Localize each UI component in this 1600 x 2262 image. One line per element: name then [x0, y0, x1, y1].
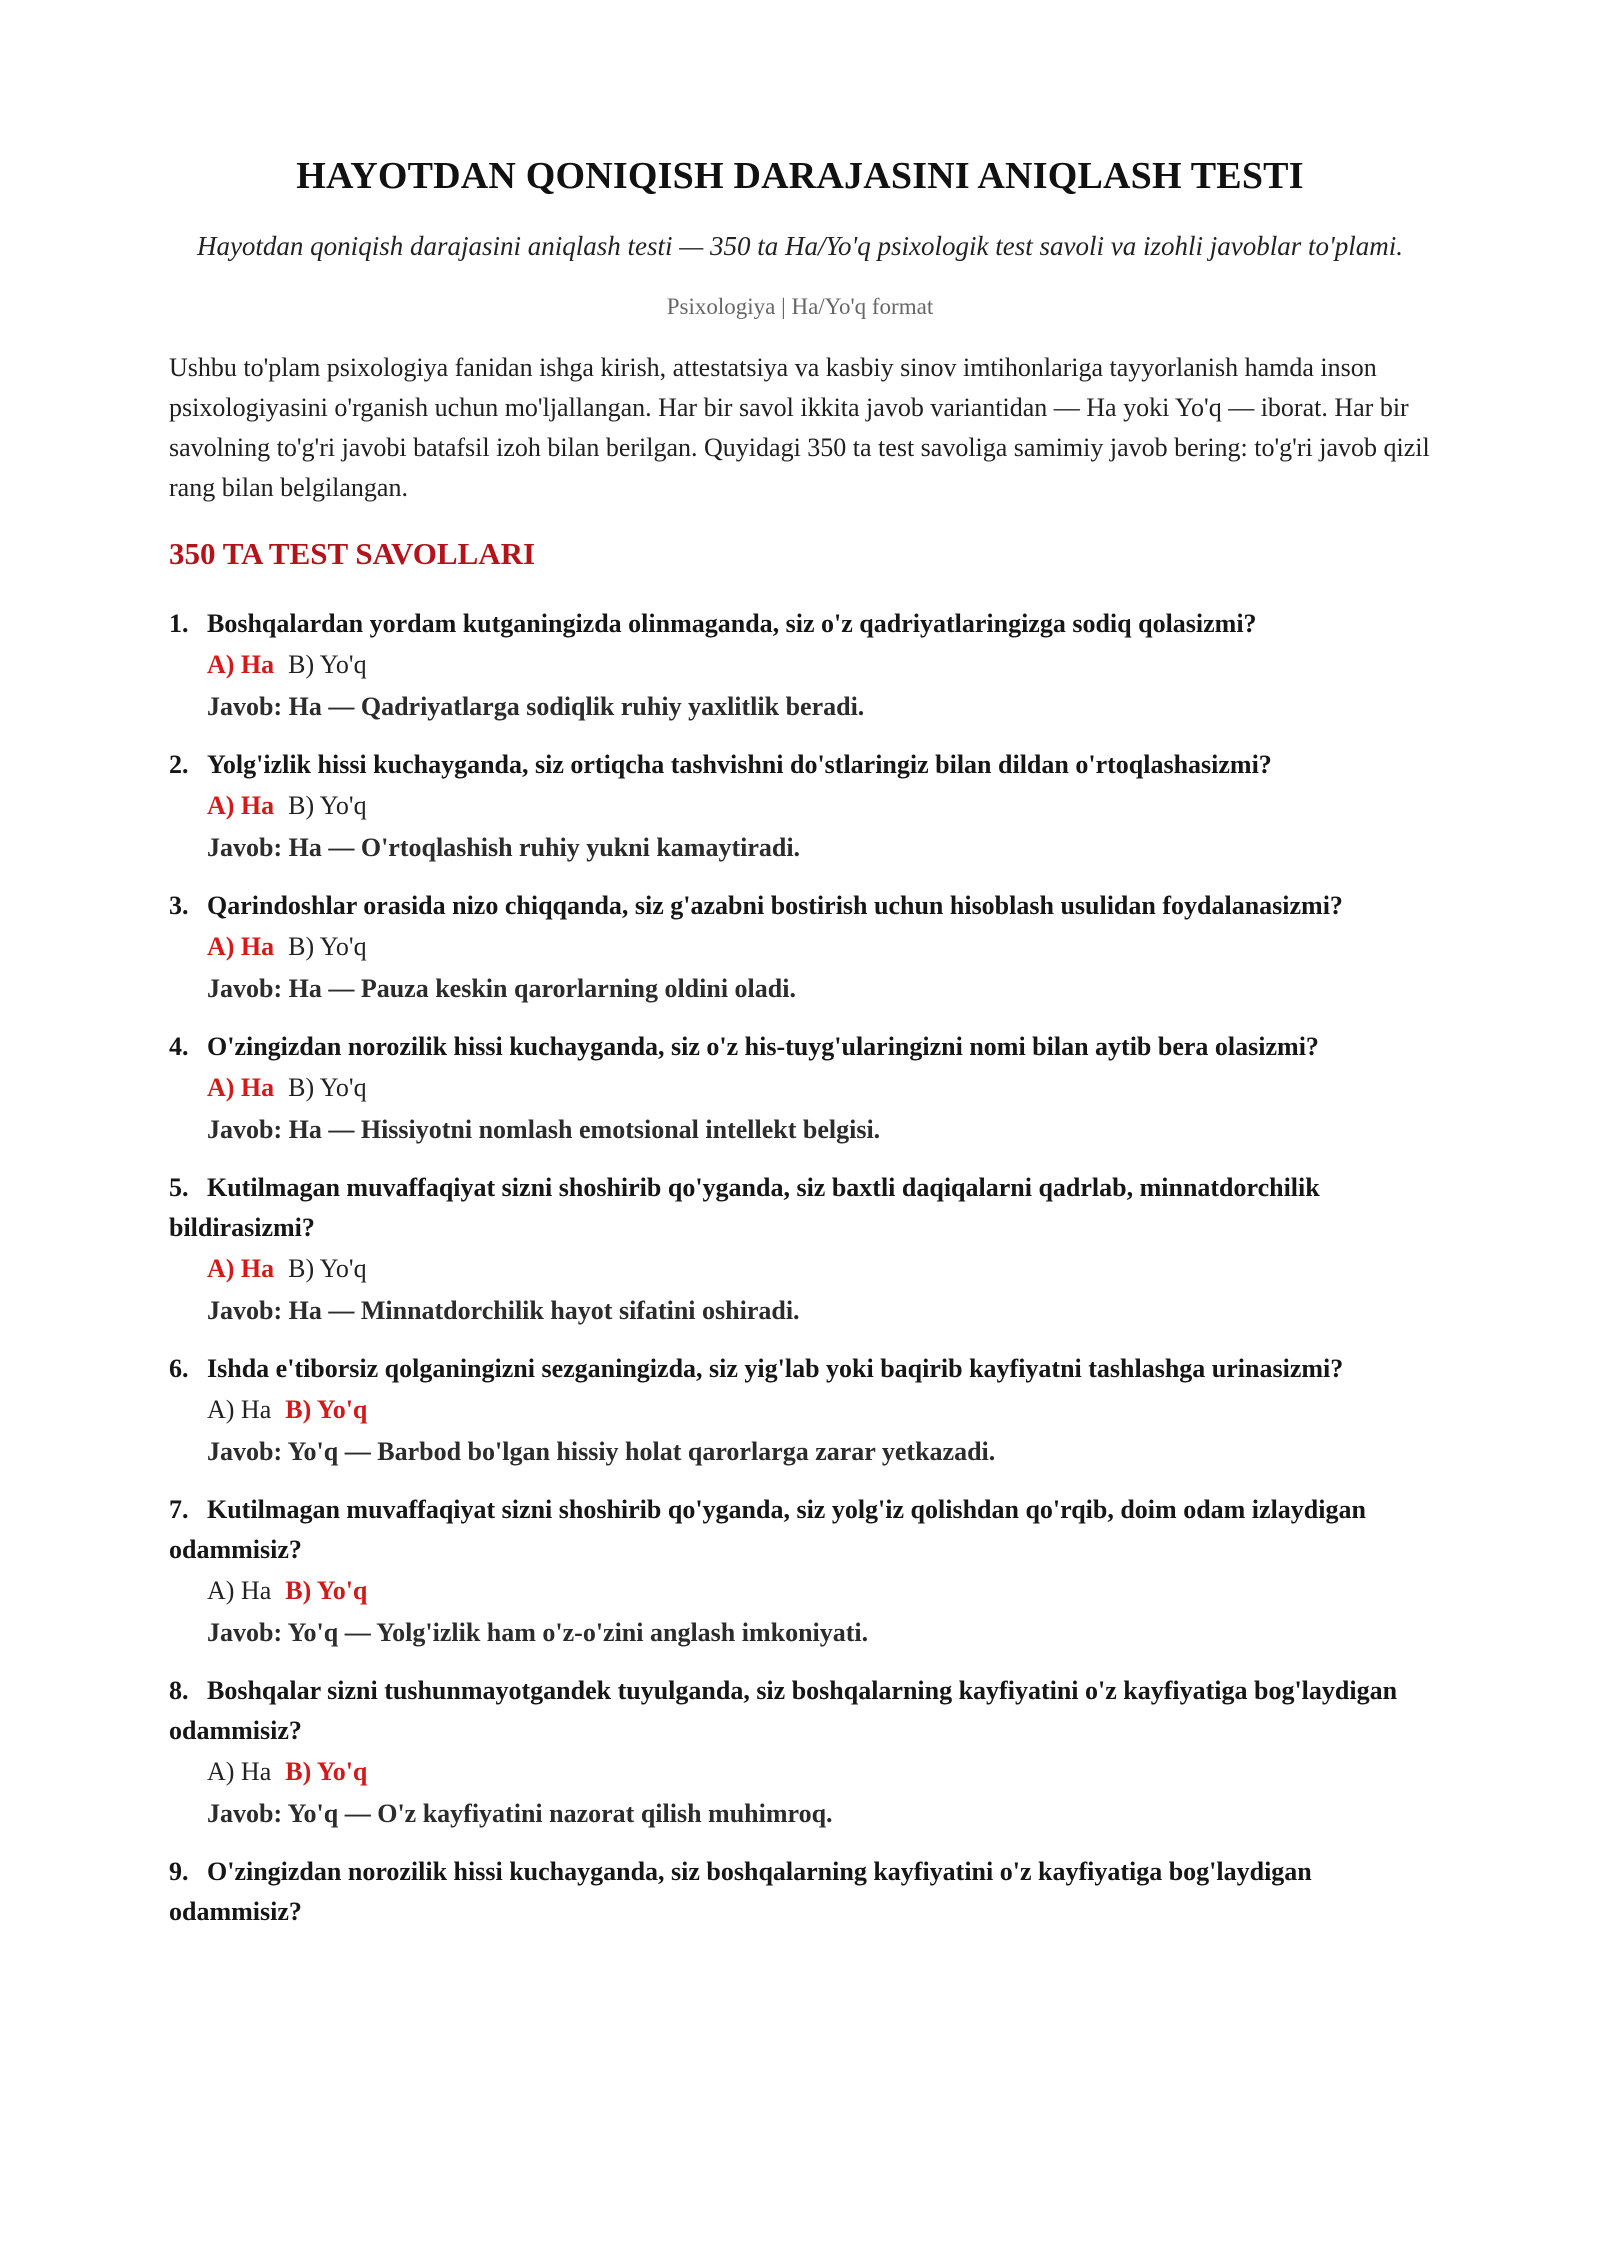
- question-item: [169, 1349, 1431, 1473]
- option-b: B) Yo'q: [285, 1757, 368, 1786]
- question-label: Qarindoshlar orasida nizo chiqqanda, siz g'azabni bostirish uchun hisoblash usulidan foydalanasizmi?: [207, 891, 1343, 920]
- question-label: Boshqalar sizni tushunmayotgandek tuyulganda, siz boshqalarning kayfiyatini o'z kayfiyatiga bog'laydigan odammisiz?: [169, 1676, 1398, 1745]
- intro-paragraph: Ushbu to'plam psixologiya fanidan ishga kirish, attestatsiya va kasbiy sinov imtihonlariga tayyorlanish hamda inson psixologiyasini o'rganish uchun mo'ljallangan. Har bir savol ikkita javob variantidan — Ha yoki Yo'q — iborat. Har bir savolning to'g'ri javobi batafsil izoh bilan berilgan. Quyidagi 350 ta test savoliga samimiy javob bering: to'g'ri javob qizil rang bilan belgilangan.: [169, 353, 1430, 502]
- option-a: A) Ha: [207, 650, 275, 679]
- question-text: [169, 886, 1431, 926]
- question-text: [169, 1027, 1431, 1067]
- options-row: [169, 1751, 1431, 1793]
- answer-explanation: Javob: Ha — Minnatdorchilik hayot sifatini oshiradi.: [207, 1296, 800, 1325]
- question-label: Kutilmagan muvaffaqiyat sizni shoshirib qo'yganda, siz yolg'iz qolishdan qo'rqib, doim odam izlaydigan odammisiz?: [169, 1495, 1366, 1564]
- question-item: [169, 1490, 1431, 1654]
- question-text: [169, 604, 1431, 644]
- question-number: 3.: [169, 891, 189, 920]
- option-b: B) Yo'q: [285, 1576, 368, 1605]
- question-number: 4.: [169, 1032, 189, 1061]
- question-label: Kutilmagan muvaffaqiyat sizni shoshirib qo'yganda, siz baxtli daqiqalarni qadrlab, minnatdorchilik bildirasizmi?: [169, 1173, 1320, 1242]
- question-number: 9.: [169, 1857, 189, 1886]
- answer-explanation: Javob: Yo'q — Yolg'izlik ham o'z-o'zini anglash imkoniyati.: [207, 1618, 869, 1647]
- options-row: [169, 1570, 1431, 1612]
- question-item: [169, 604, 1431, 728]
- question-label: Boshqalardan yordam kutganingizda olinmaganda, siz o'z qadriyatlaringizga sodiq qolasizmi?: [207, 609, 1257, 638]
- option-a: A) Ha: [207, 1576, 272, 1605]
- question-text: [169, 1490, 1431, 1570]
- question-label: O'zingizdan norozilik hissi kuchayganda, siz o'z his-tuyg'ularingizni nomi bilan aytib bera olasizmi?: [207, 1032, 1319, 1061]
- options-row: [169, 1248, 1431, 1290]
- document-subtitle: Hayotdan qoniqish darajasini aniqlash testi — 350 ta Ha/Yo'q psixologik test savoli va izohli javoblar to'plami.: [196, 231, 1404, 261]
- question-label: Ishda e'tiborsiz qolganingizni sezganingizda, siz yig'lab yoki baqirib kayfiyatni tashlashga urinasizmi?: [207, 1354, 1344, 1383]
- answer-explanation: Javob: Ha — Qadriyatlarga sodiqlik ruhiy yaxlitlik beradi.: [207, 692, 865, 721]
- question-text: [169, 1671, 1431, 1751]
- question-text: [169, 1852, 1431, 1932]
- answer-explanation: Javob: Yo'q — O'z kayfiyatini nazorat qilish muhimroq.: [207, 1799, 833, 1828]
- question-item: [169, 1027, 1431, 1151]
- question-number: 7.: [169, 1495, 189, 1524]
- question-number: 1.: [169, 609, 189, 638]
- answer-explanation: Javob: Ha — Pauza keskin qarorlarning oldini oladi.: [207, 974, 796, 1003]
- question-text: [169, 745, 1431, 785]
- options-row: [169, 1067, 1431, 1109]
- answer-explanation: Javob: Ha — O'rtoqlashish ruhiy yukni kamaytiradi.: [207, 833, 801, 862]
- question-label: O'zingizdan norozilik hissi kuchayganda, siz boshqalarning kayfiyatini o'z kayfiyatiga bog'laydigan odammisiz?: [169, 1857, 1312, 1926]
- option-a: A) Ha: [207, 1073, 275, 1102]
- question-item: [169, 886, 1431, 1010]
- option-b: B) Yo'q: [285, 1395, 368, 1424]
- question-list: [169, 604, 1431, 1932]
- option-a: A) Ha: [207, 791, 275, 820]
- option-b: B) Yo'q: [288, 650, 367, 679]
- question-label: Yolg'izlik hissi kuchayganda, siz ortiqcha tashvishni do'stlaringiz bilan dildan o'rtoqlashasizmi?: [207, 750, 1272, 779]
- question-text: [169, 1168, 1431, 1248]
- question-item: [169, 745, 1431, 869]
- question-number: 5.: [169, 1173, 189, 1202]
- option-a: A) Ha: [207, 932, 275, 961]
- document-meta: Psixologiya | Ha/Yo'q format: [666, 294, 934, 319]
- options-row: [169, 644, 1431, 686]
- option-b: B) Yo'q: [288, 791, 367, 820]
- option-a: A) Ha: [207, 1395, 272, 1424]
- options-row: [169, 785, 1431, 827]
- question-item: [169, 1168, 1431, 1332]
- question-number: 6.: [169, 1354, 189, 1383]
- question-item: [169, 1671, 1431, 1835]
- question-number: 8.: [169, 1676, 189, 1705]
- options-row: [169, 1389, 1431, 1431]
- option-b: B) Yo'q: [288, 932, 367, 961]
- option-b: B) Yo'q: [288, 1254, 367, 1283]
- answer-explanation: Javob: Yo'q — Barbod bo'lgan hissiy holat qarorlarga zarar yetkazadi.: [207, 1437, 996, 1466]
- option-a: A) Ha: [207, 1757, 272, 1786]
- document-title: HAYOTDAN QONIQISH DARAJASINI ANIQLASH TESTI: [296, 155, 1304, 197]
- options-row: [169, 926, 1431, 968]
- option-a: A) Ha: [207, 1254, 275, 1283]
- question-number: 2.: [169, 750, 189, 779]
- answer-explanation: Javob: Ha — Hissiyotni nomlash emotsional intellekt belgisi.: [207, 1115, 881, 1144]
- option-b: B) Yo'q: [288, 1073, 367, 1102]
- question-text: [169, 1349, 1431, 1389]
- section-title: 350 TA TEST SAVOLLARI: [169, 536, 536, 571]
- question-item: [169, 1852, 1431, 1932]
